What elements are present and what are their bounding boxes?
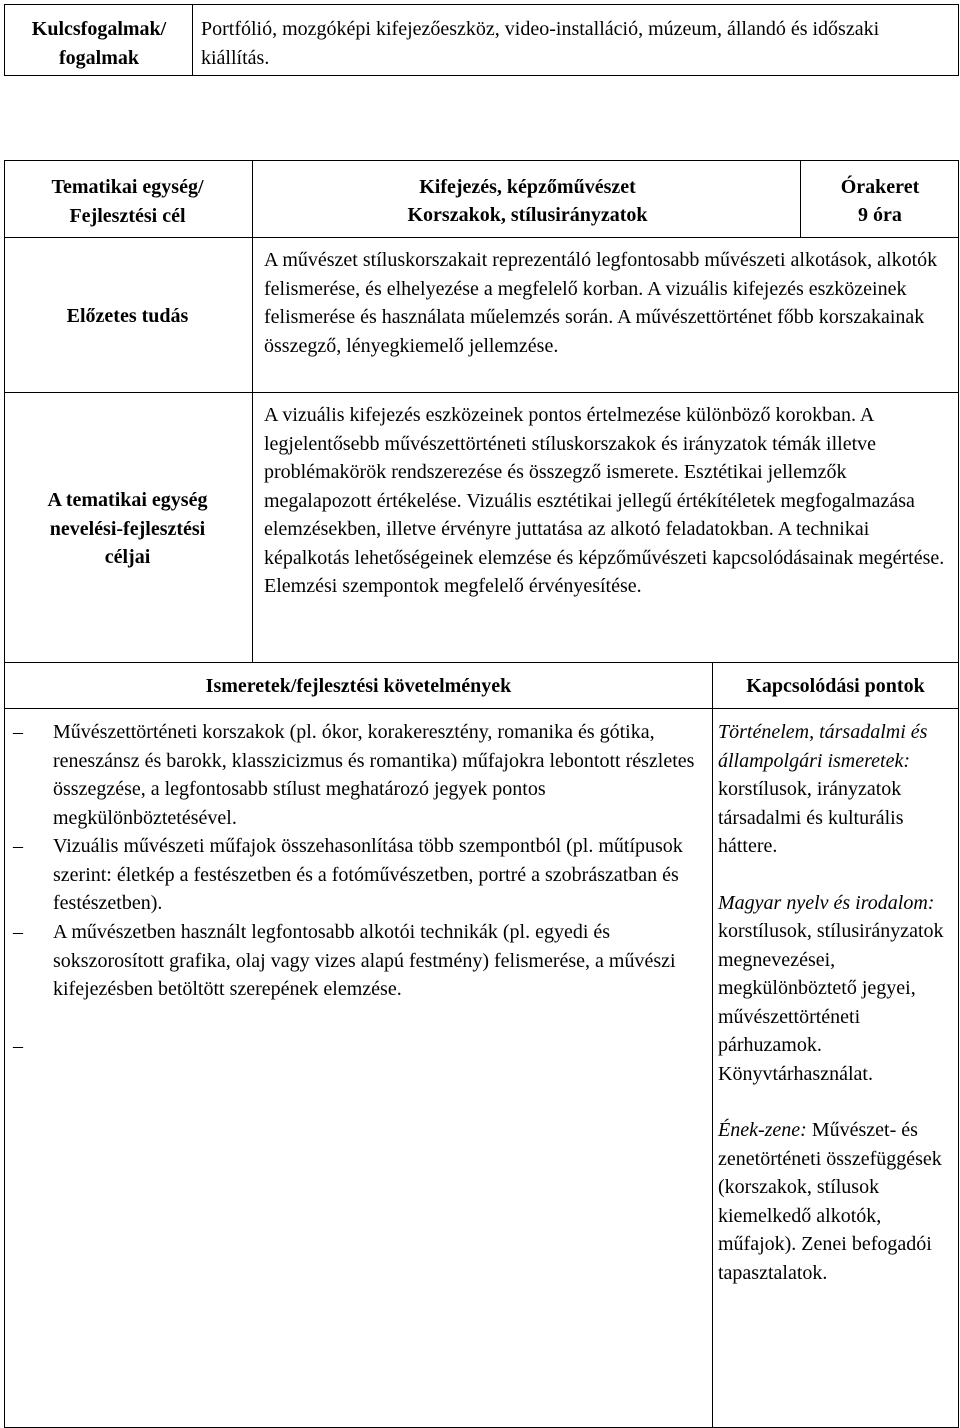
goals-label: A tematikai egység nevelési-fejlesztési céljai — [47, 489, 208, 568]
connection-text: korstílusok, stílusirányzatok megnevezései, megkülönböztető jegyei, művészettörténeti párhuzamok. Könyvtárhasználat. — [718, 920, 944, 1085]
unit-table — [4, 160, 959, 1428]
requirement-text: Vizuális művészeti műfajok összehasonlítása több szempontból (pl. műtípusok szerint: életkép a festészetben és a fotóművészetben, portré a szobrászatban és festészetben). — [53, 835, 683, 914]
key-concepts-value: Portfólió, mozgóképi kifejezőeszköz, video-installáció, múzeum, állandó és időszaki kiállítás. — [201, 18, 880, 69]
unit-title-line1: Kifejezés, képzőművészet — [419, 176, 636, 198]
connections-list — [718, 718, 954, 1287]
hours-label: Órakeret — [840, 176, 920, 198]
connection-music — [718, 1116, 954, 1287]
key-concepts-label: Kulcsfogalmak/ fogalmak — [31, 18, 167, 69]
connections-header: Kapcsolódási pontok — [746, 675, 925, 697]
dash-bullet: – — [13, 835, 23, 857]
requirement-text: A művészetben használt legfontosabb alkotói technikák (pl. egyedi és sokszorosított grafika, olaj vagy vizes alapú festmény) felismerése, a művészi kifejezésben betöltött szerepének elemzése. — [53, 921, 676, 1000]
label-column-divider — [252, 161, 253, 662]
prior-knowledge-label: Előzetes tudás — [66, 305, 189, 327]
key-concepts-table — [4, 4, 959, 76]
goals-rule — [5, 662, 958, 663]
unit-header-label: Tematikai egység/ Fejlesztési cél — [51, 176, 204, 227]
dash-bullet: – — [13, 1035, 23, 1057]
unit-title-line2: Korszakok, stílusirányzatok — [407, 204, 648, 226]
prior-knowledge-rule — [5, 392, 958, 393]
requirements-header: Ismeretek/fejlesztési követelmények — [205, 675, 512, 697]
requirements-header-rule — [5, 708, 958, 709]
prior-knowledge-text: A művészet stíluskorszakait reprezentáló legfontosabb művészeti alkotások, alkotók felismerése, és elhelyezése a megfelelő korban. A vizuális kifejezés eszközeinek felismerése és használata műelemzés során. A művészettörténet főbb korszakainak összegző, lényegkiemelő jellemzése. — [264, 249, 938, 357]
connection-subject: Ének-zene: — [718, 1119, 807, 1141]
connection-subject: Magyar nyelv és irodalom: — [718, 891, 935, 914]
connection-literature — [718, 889, 954, 1089]
connection-subject: Történelem, társadalmi és állampolgári ismeretek: — [718, 721, 928, 772]
unit-header-rule — [5, 237, 958, 238]
hours-column-divider — [800, 161, 801, 237]
requirement-text: Művészettörténeti korszakok (pl. ókor, korakeresztény, romanika és gótika, reneszánsz és barokk, klasszicizmus és romantika) műfajokra lebontott részletes összegzése, a legfontosabb stílust meghatározó jegyek pontos megkülönböztetésével. — [53, 721, 695, 829]
hours-value: 9 óra — [858, 204, 902, 226]
connection-text: korstílusok, irányzatok társadalmi és kulturális háttere. — [718, 778, 904, 857]
connection-text: Művészet- és zenetörténeti összefüggések (korszakok, stílusok kiemelkedő alkotók, műfajok). Zenei befogadói tapasztalatok. — [718, 1119, 942, 1284]
goals-text: A vizuális kifejezés eszközeinek pontos értelmezése különböző korokban. A legjelentősebb művészettörténeti stíluskorszakok és irányzatok témák illetve problémakörök rendszerezése és összegző ismerete. Esztétikai jellemzők megalapozott értékelése. Vizuális esztétikai jellegű értékítéletek megfogalmazása elemzésekben, illetve érvényre juttatása az alkotó feladatokban. A technikai képalkotás lehetőségeinek elemzése és képzőművészeti kapcsolódásainak megértése. Elemzési szempontok megfelelő érvényesítése. — [264, 404, 945, 597]
dash-bullet: – — [13, 921, 23, 943]
dash-bullet: – — [13, 721, 23, 743]
key-concepts-divider — [192, 5, 193, 75]
connection-history — [718, 718, 954, 861]
